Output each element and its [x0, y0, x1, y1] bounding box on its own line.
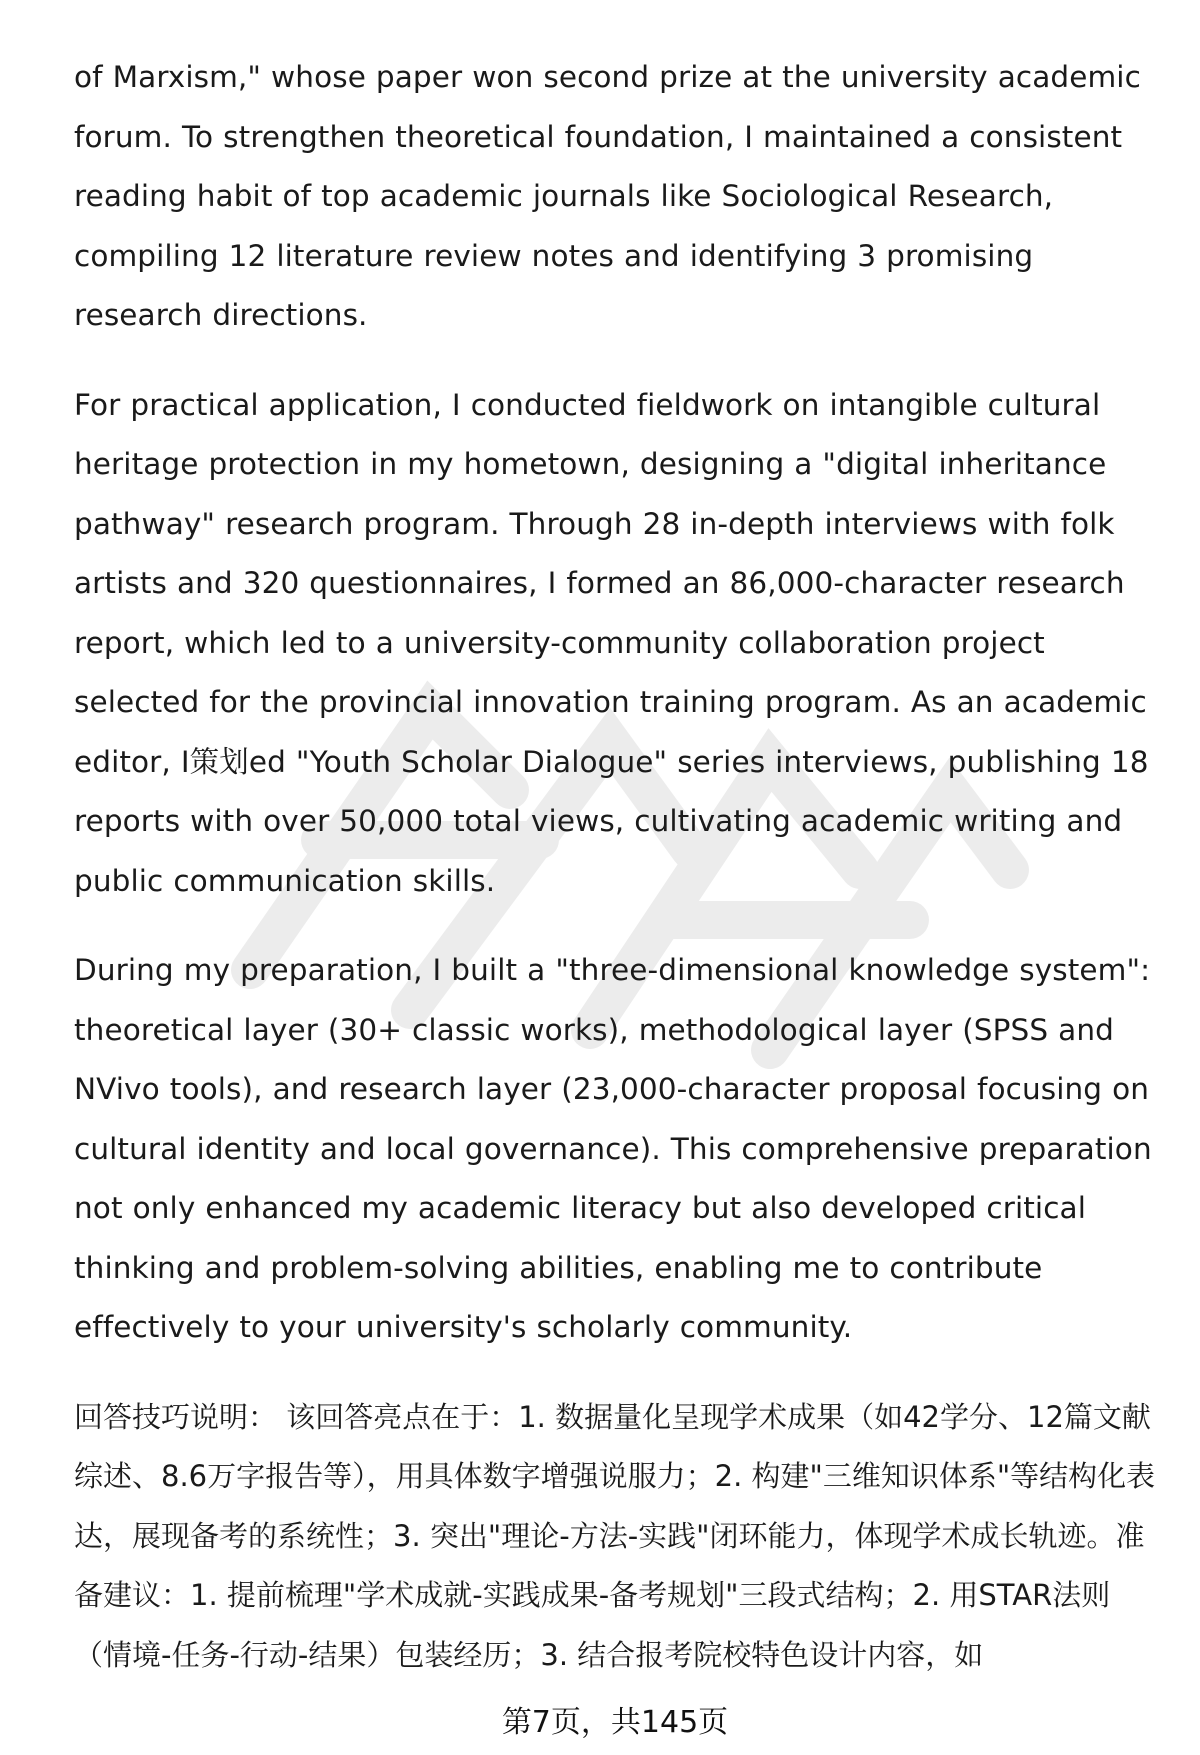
document-body: [74, 48, 1164, 1714]
paragraph-practical-application: For practical application, I conducted fieldwork on intangible cultural heritage protection in my hometown, designing a "digital inheritance pathway" research program. Through 28 in-depth interviews with folk artists and 320 questionnaires, I formed an 86,000-character research report, which led to a university-community collaboration project selected for the provincial innovation training program. As an academic editor, I策划ed "Youth Scholar Dialogue" series interviews, publishing 18 reports with over 50,000 total views, cultivating academic writing and public communication skills.: [74, 387, 1149, 898]
answer-tips-section: 回答技巧说明： 该回答亮点在于：1. 数据量化呈现学术成果（如42学分、12篇文献综述、8.6万字报告等），用具体数字增强说服力；2. 构建"三维知识体系"等结构化表达，展现备考的系统性；3. 突出"理论-方法-实践"闭环能力，体现学术成长轨迹。准备建议：1. 提前梳理"学术成就-实践成果-备考规划"三段式结构；2. 用STAR法则（情境-任务-行动-结果）包装经历；3. 结合报考院校特色设计内容，如: [74, 1399, 1156, 1672]
page-number: 第7页，共145页: [501, 1705, 729, 1740]
paragraph-academic-foundation: of Marxism," whose paper won second prize at the university academic forum. To strengthen theoretical foundation, I maintained a consistent reading habit of top academic journals like Sociological Research, compiling 12 literature review notes and identifying 3 promising research directions.: [74, 60, 1141, 332]
paragraph-preparation: During my preparation, I built a "three-dimensional knowledge system": theoretical layer (30+ classic works), methodological layer (SPSS and NVivo tools), and research layer (23,000-character proposal focusing on cultural identity and local governance). This comprehensive preparation not only enhanced my academic literacy but also developed critical thinking and problem-solving abilities, enabling me to contribute effectively to your university's scholarly community.: [74, 953, 1152, 1344]
